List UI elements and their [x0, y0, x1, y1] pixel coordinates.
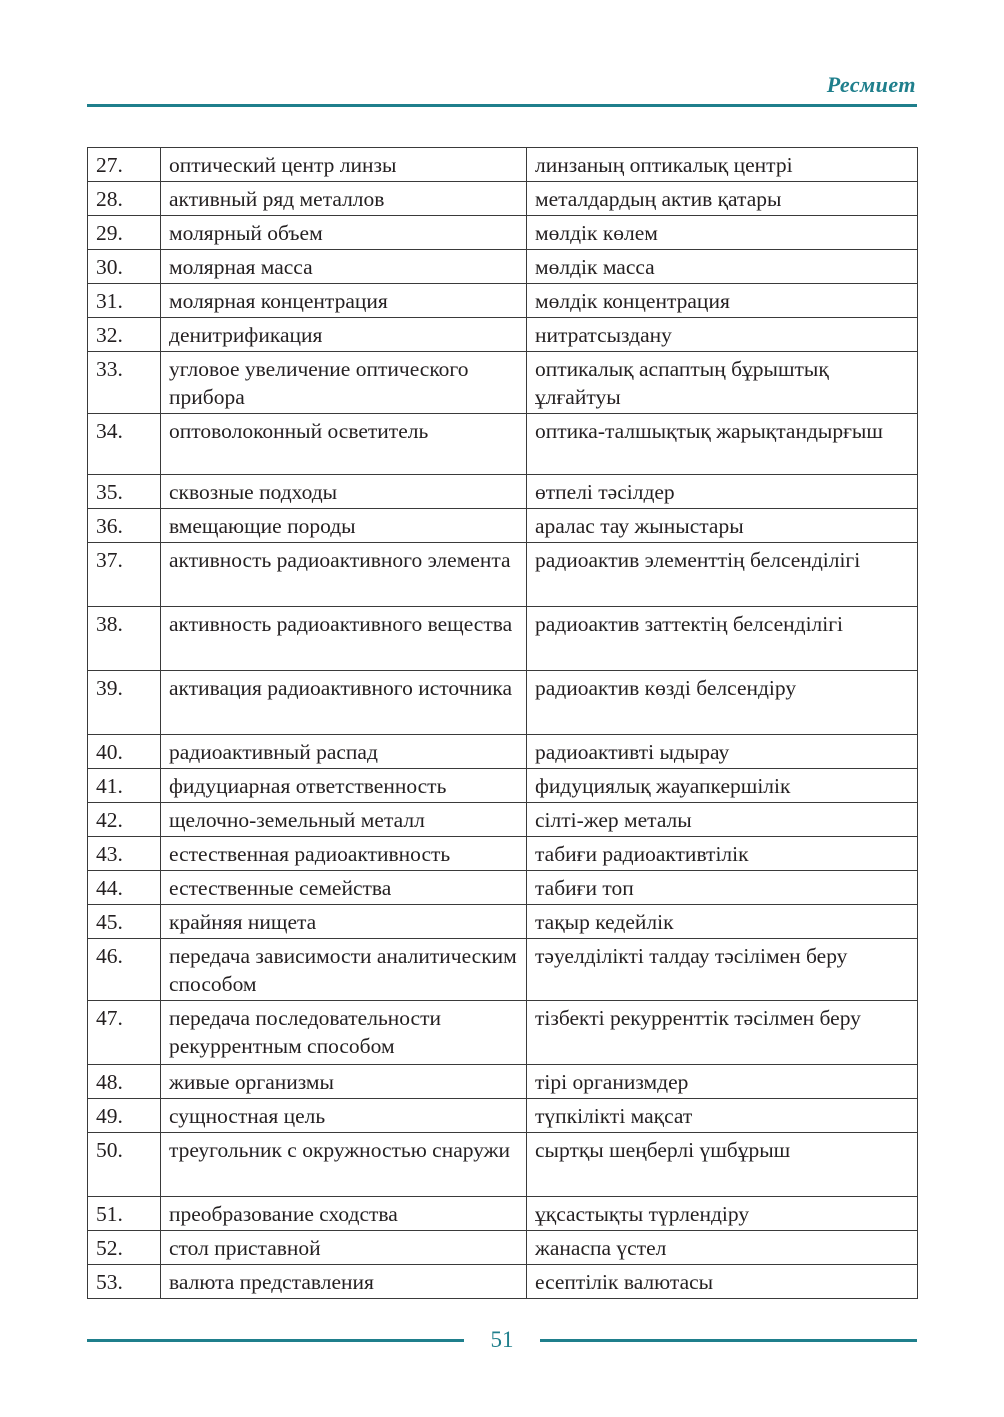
russian-term-cell: активация радиоактивного источника [161, 671, 527, 735]
russian-term-cell: преобразование сходства [161, 1197, 527, 1231]
glossary-table [87, 147, 918, 1299]
row-number-cell: 47. [88, 1001, 161, 1065]
row-number-cell: 51. [88, 1197, 161, 1231]
row-number-cell: 32. [88, 318, 161, 352]
russian-term-cell: живые организмы [161, 1065, 527, 1099]
russian-term-cell: активность радиоактивного элемента [161, 543, 527, 607]
kazakh-term-cell: тақыр кедейлік [527, 905, 918, 939]
russian-term-cell: радиоактивный распад [161, 735, 527, 769]
russian-term-cell: активный ряд металлов [161, 182, 527, 216]
kazakh-term-cell: оптикалық аспаптың бұрыштық ұлғайтуы [527, 352, 918, 414]
row-number-cell: 30. [88, 250, 161, 284]
kazakh-term-cell: түпкілікті мақсат [527, 1099, 918, 1133]
kazakh-term-cell: жанаспа үстел [527, 1231, 918, 1265]
row-number-cell: 44. [88, 871, 161, 905]
row-number-cell: 27. [88, 148, 161, 182]
row-number-cell: 52. [88, 1231, 161, 1265]
row-number-cell: 36. [88, 509, 161, 543]
table-row [88, 607, 918, 671]
kazakh-term-cell: ұқсастықты түрлендіру [527, 1197, 918, 1231]
row-number-cell: 48. [88, 1065, 161, 1099]
table-row [88, 1231, 918, 1265]
kazakh-term-cell: радиоактив элементтің белсенділігі [527, 543, 918, 607]
row-number-cell: 39. [88, 671, 161, 735]
kazakh-term-cell: есептілік валютасы [527, 1265, 918, 1299]
table-row [88, 250, 918, 284]
row-number-cell: 33. [88, 352, 161, 414]
table-row [88, 939, 918, 1001]
table-row [88, 871, 918, 905]
kazakh-term-cell: нитратсыздану [527, 318, 918, 352]
row-number-cell: 41. [88, 769, 161, 803]
russian-term-cell: крайняя нищета [161, 905, 527, 939]
russian-term-cell: угловое увеличение оптического прибора [161, 352, 527, 414]
table-row [88, 182, 918, 216]
kazakh-term-cell: тізбекті рекурренттік тәсілмен беру [527, 1001, 918, 1065]
kazakh-term-cell: радиоактивті ыдырау [527, 735, 918, 769]
table-row [88, 1099, 918, 1133]
russian-term-cell: передача последовательности рекуррентным способом [161, 1001, 527, 1065]
russian-term-cell: стол приставной [161, 1231, 527, 1265]
kazakh-term-cell: оптика-талшықтық жарықтандырғыш [527, 414, 918, 475]
row-number-cell: 53. [88, 1265, 161, 1299]
table-row [88, 216, 918, 250]
russian-term-cell: оптоволоконный осветитель [161, 414, 527, 475]
kazakh-term-cell: радиоактив көзді белсендіру [527, 671, 918, 735]
table-row [88, 735, 918, 769]
russian-term-cell: вмещающие породы [161, 509, 527, 543]
table-row [88, 352, 918, 414]
row-number-cell: 38. [88, 607, 161, 671]
row-number-cell: 37. [88, 543, 161, 607]
kazakh-term-cell: мөлдік көлем [527, 216, 918, 250]
row-number-cell: 42. [88, 803, 161, 837]
kazakh-term-cell: аралас тау жыныстары [527, 509, 918, 543]
table-row [88, 148, 918, 182]
russian-term-cell: фидуциарная ответственность [161, 769, 527, 803]
footer-divider-left [87, 1339, 464, 1342]
page-number: 51 [490, 1327, 514, 1352]
kazakh-term-cell: радиоактив заттектің белсенділігі [527, 607, 918, 671]
kazakh-term-cell: сыртқы шеңберлі үшбұрыш [527, 1133, 918, 1197]
row-number-cell: 50. [88, 1133, 161, 1197]
row-number-cell: 43. [88, 837, 161, 871]
russian-term-cell: молярная масса [161, 250, 527, 284]
kazakh-term-cell: тәуелділікті талдау тәсілімен беру [527, 939, 918, 1001]
row-number-cell: 40. [88, 735, 161, 769]
table-row [88, 475, 918, 509]
russian-term-cell: щелочно-земельный металл [161, 803, 527, 837]
row-number-cell: 46. [88, 939, 161, 1001]
russian-term-cell: естественная радиоактивность [161, 837, 527, 871]
kazakh-term-cell: линзаның оптикалық центрі [527, 148, 918, 182]
table-row [88, 1197, 918, 1231]
row-number-cell: 35. [88, 475, 161, 509]
row-number-cell: 49. [88, 1099, 161, 1133]
russian-term-cell: молярный объем [161, 216, 527, 250]
russian-term-cell: валюта представления [161, 1265, 527, 1299]
kazakh-term-cell: металдардың актив қатары [527, 182, 918, 216]
russian-term-cell: активность радиоактивного вещества [161, 607, 527, 671]
table-row [88, 414, 918, 475]
russian-term-cell: оптический центр линзы [161, 148, 527, 182]
kazakh-term-cell: сілті-жер металы [527, 803, 918, 837]
table-row [88, 803, 918, 837]
row-number-cell: 34. [88, 414, 161, 475]
russian-term-cell: денитрификация [161, 318, 527, 352]
table-row [88, 1133, 918, 1197]
row-number-cell: 29. [88, 216, 161, 250]
kazakh-term-cell: табиғи радиоактивтілік [527, 837, 918, 871]
table-row [88, 1001, 918, 1065]
russian-term-cell: сквозные подходы [161, 475, 527, 509]
table-row [88, 1265, 918, 1299]
russian-term-cell: треугольник с окружностью снаружи [161, 1133, 527, 1197]
kazakh-term-cell: табиғи топ [527, 871, 918, 905]
table-row [88, 1065, 918, 1099]
russian-term-cell: передача зависимости аналитическим способом [161, 939, 527, 1001]
table-row [88, 284, 918, 318]
kazakh-term-cell: фидуциялық жауапкершілік [527, 769, 918, 803]
row-number-cell: 45. [88, 905, 161, 939]
russian-term-cell: сущностная цель [161, 1099, 527, 1133]
table-row [88, 318, 918, 352]
kazakh-term-cell: тірі организмдер [527, 1065, 918, 1099]
header-divider [87, 104, 917, 107]
running-header-title: Ресмиет [826, 72, 916, 97]
table-row [88, 543, 918, 607]
glossary-table-body [88, 148, 918, 1299]
table-row [88, 769, 918, 803]
russian-term-cell: молярная концентрация [161, 284, 527, 318]
russian-term-cell: естественные семейства [161, 871, 527, 905]
table-row [88, 905, 918, 939]
footer-divider-right [540, 1339, 917, 1342]
row-number-cell: 31. [88, 284, 161, 318]
table-row [88, 671, 918, 735]
table-row [88, 509, 918, 543]
table-row [88, 837, 918, 871]
row-number-cell: 28. [88, 182, 161, 216]
kazakh-term-cell: мөлдік масса [527, 250, 918, 284]
kazakh-term-cell: мөлдік концентрация [527, 284, 918, 318]
kazakh-term-cell: өтпелі тәсілдер [527, 475, 918, 509]
